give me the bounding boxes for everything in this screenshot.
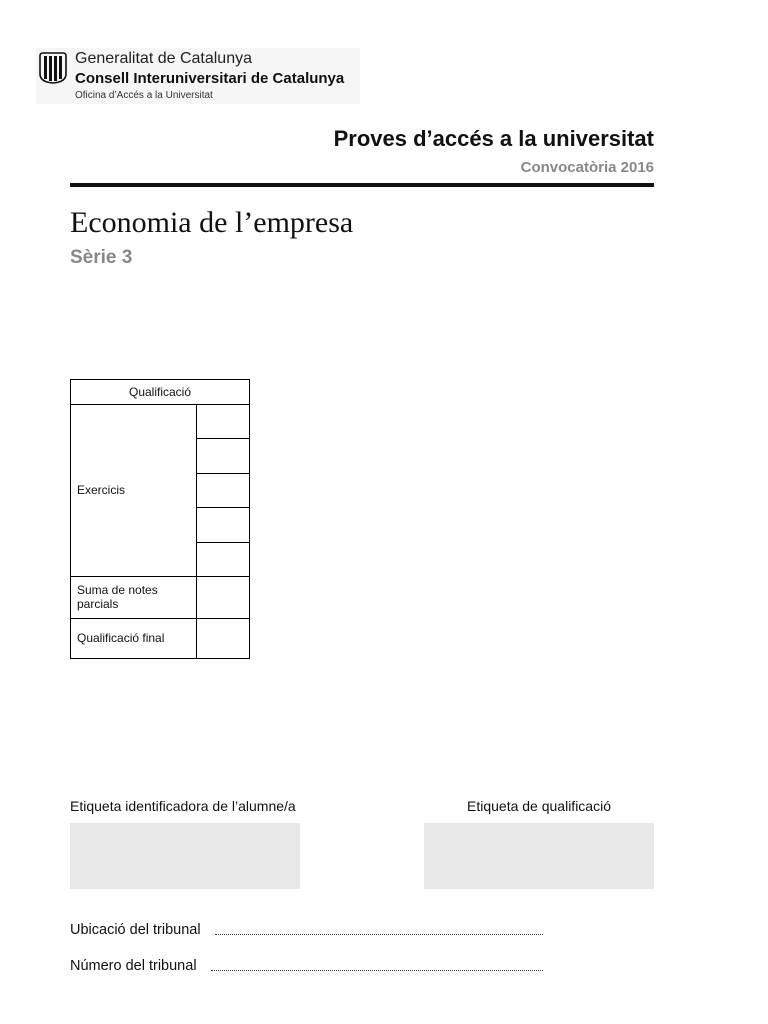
tribunal-location-field[interactable] [215,934,543,935]
grade-label-caption: Etiqueta de qualificació [467,798,611,814]
exam-session: Convocatòria 2016 [520,159,654,176]
table-divider [196,404,197,658]
tribunal-location-label: Ubicació del tribunal [70,922,201,938]
exam-title: Proves d’accés a la universitat [333,126,654,151]
tribunal-number-label: Número del tribunal [70,958,197,974]
grade-table [70,379,250,659]
table-divider [196,438,249,439]
org-name-consell: Consell Interuniversitari de Catalunya [75,70,345,87]
org-name-oficina: Oficina d’Accés a la Universitat [75,90,213,101]
org-name-generalitat: Generalitat de Catalunya [75,50,252,67]
grade-label-area[interactable] [424,823,654,889]
table-divider [196,507,249,508]
catalan-flag-stripes-icon [38,52,68,84]
table-divider [196,473,249,474]
final-grade-label: Qualificació final [77,631,165,645]
partial-sum-label: Suma de notes parcials [77,583,158,611]
tribunal-number-field[interactable] [211,970,543,971]
table-divider [71,618,249,619]
subject-title: Economia de l’empresa [70,206,354,239]
table-divider [71,576,249,577]
table-divider [71,404,249,405]
exercises-label: Exercicis [77,483,126,497]
header-divider [70,183,654,187]
table-divider [196,542,249,543]
grade-table-header: Qualificació [128,385,192,399]
student-label-area[interactable] [70,823,300,889]
student-label-caption: Etiqueta identificadora de l’alumne/a [70,798,296,814]
series-label: Sèrie 3 [70,247,133,268]
